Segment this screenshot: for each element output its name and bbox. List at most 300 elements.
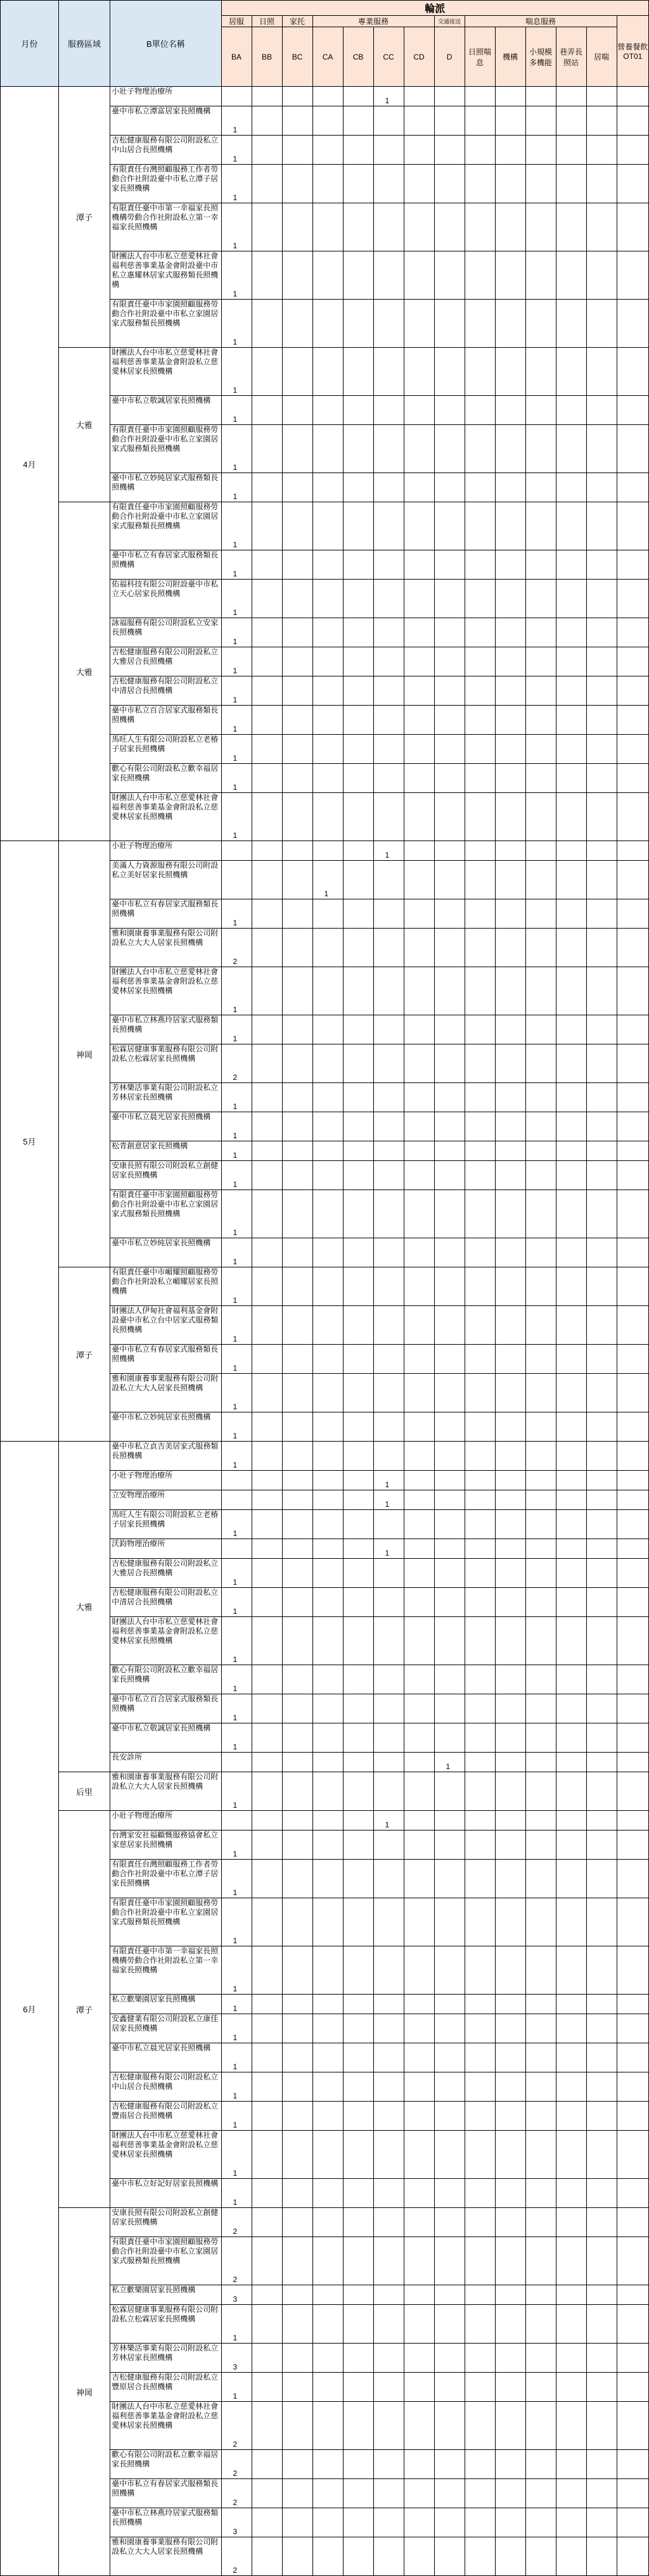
- empty-cell: [434, 1946, 465, 1995]
- empty-cell: [312, 2508, 343, 2537]
- empty-cell: [556, 1510, 586, 1539]
- empty-cell: [525, 647, 556, 676]
- empty-cell: [434, 1723, 465, 1753]
- unit-name: 臺中市私立林燕玲居家式服務類長照機構: [110, 2508, 221, 2537]
- empty-cell: [617, 1238, 648, 1267]
- empty-cell: [495, 618, 525, 647]
- empty-cell: [404, 550, 434, 580]
- empty-cell: [434, 1267, 465, 1306]
- empty-cell: [495, 1267, 525, 1306]
- empty-cell: [252, 2537, 282, 2576]
- empty-cell: [465, 1665, 495, 1694]
- empty-cell: [434, 1830, 465, 1860]
- empty-cell: [525, 1306, 556, 1345]
- dispatch-count: 1: [221, 2373, 252, 2402]
- empty-cell: [495, 396, 525, 425]
- unit-name: 財團法人台中市私立慈愛林社會福利慈善事業基金會附設私立慈愛林居家長照機構: [110, 2402, 221, 2450]
- empty-cell: [465, 165, 495, 203]
- empty-cell: [617, 1306, 648, 1345]
- empty-cell: [556, 203, 586, 251]
- empty-cell: [525, 2043, 556, 2072]
- empty-cell: [495, 2102, 525, 2131]
- month-cell: 6月: [1, 1442, 59, 2576]
- empty-cell: [434, 967, 465, 1015]
- empty-cell: [373, 580, 404, 618]
- empty-cell: [312, 425, 343, 473]
- unit-name: 小壯子物理治療所: [110, 841, 221, 861]
- empty-cell: [465, 1471, 495, 1490]
- empty-cell: [525, 425, 556, 473]
- unit-name: 財團法人伊甸社會福利基金會附設臺中市私立台中居家式服務類長照機構: [110, 1306, 221, 1345]
- empty-cell: [556, 676, 586, 706]
- empty-cell: [617, 1723, 648, 1753]
- empty-cell: [465, 1753, 495, 1772]
- empty-cell: [404, 2508, 434, 2537]
- empty-cell: [404, 2285, 434, 2305]
- empty-cell: [373, 165, 404, 203]
- empty-cell: [495, 300, 525, 348]
- empty-cell: [282, 165, 312, 203]
- empty-cell: [617, 764, 648, 793]
- empty-cell: [434, 1898, 465, 1946]
- unit-name: 馬旺人生有限公司附設私立老椿子居家長照機構: [110, 1510, 221, 1539]
- empty-cell: [465, 1345, 495, 1374]
- empty-cell: [312, 1811, 343, 1830]
- empty-cell: [434, 136, 465, 165]
- dispatch-count: 2: [221, 2402, 252, 2450]
- empty-cell: [556, 2305, 586, 2344]
- empty-cell: [586, 2131, 617, 2179]
- empty-cell: [586, 967, 617, 1015]
- code-bb: BB: [252, 27, 282, 87]
- empty-cell: [404, 1946, 434, 1995]
- empty-cell: [312, 2072, 343, 2102]
- empty-cell: [495, 1112, 525, 1141]
- empty-cell: [617, 1374, 648, 1412]
- empty-cell: [495, 2537, 525, 2576]
- empty-cell: [617, 136, 648, 165]
- empty-cell: [312, 1442, 343, 1471]
- empty-cell: [495, 967, 525, 1015]
- empty-cell: [282, 1141, 312, 1161]
- empty-cell: [252, 1141, 282, 1161]
- dispatch-count: 2: [221, 2450, 252, 2479]
- empty-cell: [312, 2479, 343, 2508]
- empty-cell: [282, 2179, 312, 2208]
- empty-cell: [525, 2344, 556, 2373]
- empty-cell: [282, 1471, 312, 1490]
- group-respite: 喘息服務: [465, 16, 617, 27]
- month-cell: 4月: [1, 87, 59, 841]
- empty-cell: [495, 1306, 525, 1345]
- empty-cell: [252, 502, 282, 550]
- empty-cell: [282, 1830, 312, 1860]
- empty-cell: [617, 676, 648, 706]
- empty-cell: [617, 1161, 648, 1190]
- empty-cell: [252, 2344, 282, 2373]
- empty-cell: [404, 2344, 434, 2373]
- empty-cell: [465, 580, 495, 618]
- empty-cell: [404, 502, 434, 550]
- empty-cell: [586, 1471, 617, 1490]
- empty-cell: [404, 1083, 434, 1112]
- empty-cell: [617, 1617, 648, 1665]
- empty-cell: [312, 300, 343, 348]
- empty-cell: [556, 1617, 586, 1665]
- empty-cell: [373, 2450, 404, 2479]
- empty-cell: [373, 1510, 404, 1539]
- empty-cell: [617, 929, 648, 967]
- empty-cell: [617, 2043, 648, 2072]
- empty-cell: [556, 706, 586, 735]
- empty-cell: [495, 1723, 525, 1753]
- unit-name: 安康長照有限公司附設私立創健居家長照機構: [110, 2208, 221, 2237]
- unit-name: 臺中市私立潭富居家長照機構: [110, 106, 221, 136]
- dispatch-count: 1: [373, 841, 404, 861]
- empty-cell: [373, 1694, 404, 1723]
- empty-cell: [343, 899, 373, 929]
- empty-cell: [404, 87, 434, 106]
- empty-cell: [373, 2508, 404, 2537]
- empty-cell: [343, 2450, 373, 2479]
- empty-cell: [343, 2072, 373, 2102]
- empty-cell: [252, 2072, 282, 2102]
- empty-cell: [465, 1267, 495, 1306]
- empty-cell: [495, 2305, 525, 2344]
- unit-name: 吉松健康服務有限公司附設私立中清居合長照機構: [110, 676, 221, 706]
- empty-cell: [586, 1141, 617, 1161]
- empty-cell: [312, 1267, 343, 1306]
- empty-cell: [434, 1772, 465, 1811]
- empty-cell: [252, 2305, 282, 2344]
- empty-cell: [252, 473, 282, 502]
- empty-cell: [282, 676, 312, 706]
- empty-cell: [373, 473, 404, 502]
- empty-cell: [373, 1374, 404, 1412]
- empty-cell: [282, 502, 312, 550]
- unit-name: 有限責任臺中市家園照顧服務勞動合作社附設臺中市私立家園居家式服務類長照機構: [110, 300, 221, 348]
- dispatch-count: 1: [221, 1238, 252, 1267]
- empty-cell: [586, 106, 617, 136]
- empty-cell: [404, 2014, 434, 2043]
- empty-cell: [586, 1811, 617, 1830]
- empty-cell: [556, 1442, 586, 1471]
- empty-cell: [404, 2450, 434, 2479]
- empty-cell: [525, 1539, 556, 1559]
- empty-cell: [282, 87, 312, 106]
- empty-cell: [221, 861, 252, 899]
- empty-cell: [586, 1617, 617, 1665]
- empty-cell: [343, 2179, 373, 2208]
- empty-cell: [312, 251, 343, 300]
- empty-cell: [586, 2537, 617, 2576]
- empty-cell: [556, 2508, 586, 2537]
- unit-name: 吉松健康服務有限公司附設私立大雅居合長照機構: [110, 1559, 221, 1588]
- empty-cell: [343, 396, 373, 425]
- empty-cell: [252, 1665, 282, 1694]
- empty-cell: [404, 1345, 434, 1374]
- empty-cell: [312, 899, 343, 929]
- empty-cell: [343, 425, 373, 473]
- empty-cell: [312, 1412, 343, 1442]
- empty-cell: [525, 2179, 556, 2208]
- empty-cell: [434, 165, 465, 203]
- unit-name: 有限責任臺中市家園照顧服務勞動合作社附設臺中市私立家園居家式服務類長照機構: [110, 425, 221, 473]
- dispatch-count: 1: [221, 1617, 252, 1665]
- empty-cell: [556, 2450, 586, 2479]
- empty-cell: [343, 2014, 373, 2043]
- empty-cell: [617, 647, 648, 676]
- empty-cell: [556, 764, 586, 793]
- empty-cell: [434, 2479, 465, 2508]
- empty-cell: [282, 1161, 312, 1190]
- empty-cell: [556, 1665, 586, 1694]
- empty-cell: [404, 203, 434, 251]
- empty-cell: [586, 1723, 617, 1753]
- empty-cell: [495, 899, 525, 929]
- empty-cell: [312, 2373, 343, 2402]
- empty-cell: [282, 2072, 312, 2102]
- empty-cell: [404, 1898, 434, 1946]
- empty-cell: [404, 2131, 434, 2179]
- table-row: [1, 348, 649, 396]
- empty-cell: [525, 1412, 556, 1442]
- table-row: [1, 1811, 649, 1830]
- empty-cell: [252, 1510, 282, 1539]
- empty-cell: [556, 647, 586, 676]
- dispatch-count: 1: [221, 764, 252, 793]
- empty-cell: [404, 136, 434, 165]
- empty-cell: [343, 1830, 373, 1860]
- empty-cell: [617, 2208, 648, 2237]
- empty-cell: [252, 735, 282, 764]
- empty-cell: [343, 1510, 373, 1539]
- empty-cell: [343, 1112, 373, 1141]
- empty-cell: [373, 136, 404, 165]
- empty-cell: [434, 2402, 465, 2450]
- empty-cell: [404, 1044, 434, 1083]
- empty-cell: [495, 929, 525, 967]
- empty-cell: [556, 2479, 586, 2508]
- empty-cell: [465, 967, 495, 1015]
- empty-cell: [404, 647, 434, 676]
- empty-cell: [465, 2450, 495, 2479]
- empty-cell: [373, 2344, 404, 2373]
- empty-cell: [343, 1665, 373, 1694]
- empty-cell: [373, 2131, 404, 2179]
- empty-cell: [404, 793, 434, 841]
- empty-cell: [617, 1044, 648, 1083]
- empty-cell: [252, 1238, 282, 1267]
- empty-cell: [404, 1617, 434, 1665]
- empty-cell: [495, 2373, 525, 2402]
- empty-cell: [617, 735, 648, 764]
- dispatch-count: 1: [221, 136, 252, 165]
- empty-cell: [434, 2373, 465, 2402]
- empty-cell: [312, 1141, 343, 1161]
- empty-cell: [373, 1190, 404, 1238]
- empty-cell: [221, 841, 252, 861]
- empty-cell: [252, 2285, 282, 2305]
- empty-cell: [495, 2402, 525, 2450]
- empty-cell: [495, 2479, 525, 2508]
- empty-cell: [312, 203, 343, 251]
- empty-cell: [617, 251, 648, 300]
- empty-cell: [617, 2102, 648, 2131]
- empty-cell: [465, 396, 495, 425]
- empty-cell: [556, 251, 586, 300]
- empty-cell: [495, 1374, 525, 1412]
- empty-cell: [586, 861, 617, 899]
- empty-cell: [434, 2072, 465, 2102]
- empty-cell: [465, 1995, 495, 2014]
- empty-cell: [617, 2508, 648, 2537]
- dispatch-count: 2: [221, 929, 252, 967]
- empty-cell: [465, 300, 495, 348]
- empty-cell: [404, 2179, 434, 2208]
- empty-cell: [617, 2450, 648, 2479]
- empty-cell: [525, 1442, 556, 1471]
- empty-cell: [252, 1190, 282, 1238]
- dispatch-count: 1: [373, 87, 404, 106]
- empty-cell: [434, 2450, 465, 2479]
- unit-name: 臺中市私立百合居家式服務類長照機構: [110, 706, 221, 735]
- empty-cell: [556, 473, 586, 502]
- unit-name: 台灣家安社福顧慨服務協會私立家慈居家長照機構: [110, 1830, 221, 1860]
- empty-cell: [434, 1510, 465, 1539]
- empty-cell: [495, 2450, 525, 2479]
- empty-cell: [343, 1753, 373, 1772]
- empty-cell: [343, 1412, 373, 1442]
- empty-cell: [373, 1306, 404, 1345]
- empty-cell: [586, 1510, 617, 1539]
- empty-cell: [312, 793, 343, 841]
- empty-cell: [404, 861, 434, 899]
- empty-cell: [434, 2237, 465, 2285]
- empty-cell: [525, 165, 556, 203]
- empty-cell: [495, 1830, 525, 1860]
- empty-cell: [404, 1267, 434, 1306]
- empty-cell: [434, 203, 465, 251]
- empty-cell: [312, 1490, 343, 1510]
- empty-cell: [556, 1190, 586, 1238]
- empty-cell: [282, 2102, 312, 2131]
- area-cell: 潭子: [58, 87, 110, 348]
- empty-cell: [495, 2208, 525, 2237]
- empty-cell: [373, 861, 404, 899]
- empty-cell: [495, 165, 525, 203]
- empty-cell: [556, 1811, 586, 1830]
- empty-cell: [495, 550, 525, 580]
- empty-cell: [343, 1141, 373, 1161]
- empty-cell: [252, 2179, 282, 2208]
- unit-name: 財團法人台中市私立慈愛林社會福利慈善事業基金會附設私立慈愛林居家長照機構: [110, 1617, 221, 1665]
- code-cd: CD: [404, 27, 434, 87]
- empty-cell: [373, 967, 404, 1015]
- empty-cell: [373, 706, 404, 735]
- empty-cell: [373, 1860, 404, 1898]
- unit-name: 有限責任台灣照顧服務工作者勞動合作社附設臺中市私立潭子居家長照機構: [110, 1860, 221, 1898]
- empty-cell: [343, 2285, 373, 2305]
- group-family-care: 家托: [282, 16, 312, 27]
- empty-cell: [343, 1772, 373, 1811]
- dispatch-count: 1: [221, 106, 252, 136]
- empty-cell: [404, 1015, 434, 1044]
- empty-cell: [252, 2450, 282, 2479]
- dispatch-count: 1: [221, 1141, 252, 1161]
- empty-cell: [343, 647, 373, 676]
- empty-cell: [495, 1442, 525, 1471]
- empty-cell: [434, 1588, 465, 1617]
- empty-cell: [495, 1588, 525, 1617]
- empty-cell: [434, 1694, 465, 1723]
- empty-cell: [556, 1559, 586, 1588]
- unit-name: 長安診所: [110, 1753, 221, 1772]
- empty-cell: [404, 1811, 434, 1830]
- dispatch-count: 1: [221, 735, 252, 764]
- empty-cell: [312, 2402, 343, 2450]
- empty-cell: [465, 2402, 495, 2450]
- empty-cell: [617, 1753, 648, 1772]
- empty-cell: [434, 647, 465, 676]
- header-dispatch: 輪派: [221, 1, 648, 16]
- empty-cell: [617, 203, 648, 251]
- empty-cell: [556, 1112, 586, 1141]
- unit-name: 臺中市私立百合居家式服務類長照機構: [110, 1694, 221, 1723]
- empty-cell: [556, 841, 586, 861]
- unit-name: 小壯子物理治療所: [110, 1471, 221, 1490]
- empty-cell: [252, 1995, 282, 2014]
- empty-cell: [495, 1995, 525, 2014]
- unit-name: 沃鈞物理治療所: [110, 1539, 221, 1559]
- empty-cell: [556, 1723, 586, 1753]
- empty-cell: [586, 2479, 617, 2508]
- empty-cell: [617, 2131, 648, 2179]
- empty-cell: [221, 1471, 252, 1490]
- empty-cell: [282, 929, 312, 967]
- empty-cell: [465, 1510, 495, 1539]
- empty-cell: [586, 502, 617, 550]
- unit-name: 雅和園康養事業服務有限公司附設私立大大人居家長照機構: [110, 2537, 221, 2576]
- empty-cell: [495, 2072, 525, 2102]
- empty-cell: [495, 348, 525, 396]
- empty-cell: [434, 1617, 465, 1665]
- empty-cell: [525, 1190, 556, 1238]
- empty-cell: [343, 2237, 373, 2285]
- empty-cell: [343, 2479, 373, 2508]
- area-cell: 大雅: [58, 502, 110, 841]
- empty-cell: [282, 706, 312, 735]
- empty-cell: [617, 1694, 648, 1723]
- dispatch-count: 1: [221, 1015, 252, 1044]
- unit-name: 吉松健康服務有限公司附設私立中山居合長照機構: [110, 2072, 221, 2102]
- empty-cell: [525, 1083, 556, 1112]
- empty-cell: [343, 706, 373, 735]
- dispatch-count: 1: [221, 2305, 252, 2344]
- unit-name: 財團法人台中市私立慈愛林社會福利慈善事業基金會附設私立慈愛林居家長照機構: [110, 2131, 221, 2179]
- empty-cell: [434, 764, 465, 793]
- empty-cell: [343, 1345, 373, 1374]
- empty-cell: [525, 136, 556, 165]
- empty-cell: [617, 348, 648, 396]
- unit-name: 吉松健康服務有限公司附設私立豐南居合長照機構: [110, 2102, 221, 2131]
- empty-cell: [434, 1112, 465, 1141]
- empty-cell: [312, 1723, 343, 1753]
- empty-cell: [404, 1141, 434, 1161]
- empty-cell: [495, 1898, 525, 1946]
- empty-cell: [434, 2285, 465, 2305]
- empty-cell: [617, 1772, 648, 1811]
